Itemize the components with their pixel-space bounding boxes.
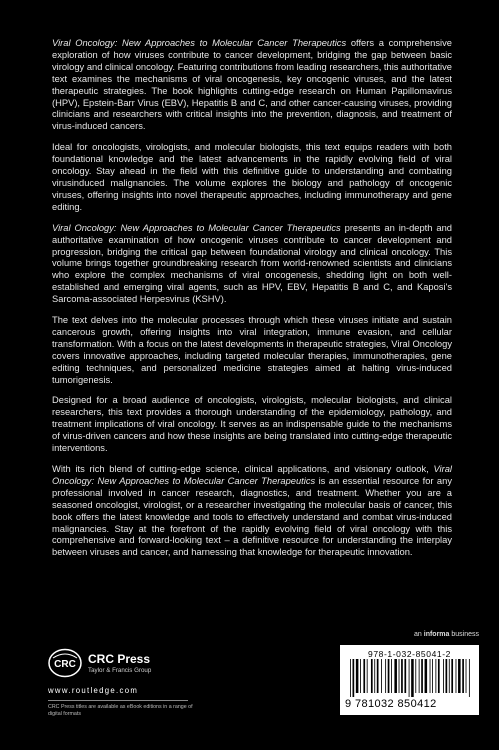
barcode-bar [415,659,416,693]
paragraph-4: The text delves into the molecular processes through which these viruses initiate and sustain cancerous growth, offering insights into viral integration, immune evasion, and cellular transformation. With a focus on the latest developments in therapeutic strategies, Viral Oncology covers innovative approaches, including targeted molecular therapies, immunotherapies, gene editing techniques, and personalized medicine strategies aimed at halting virus-induced tumorigenesis. [52,315,452,385]
barcode-bar [425,659,428,693]
barcode-bar [350,659,351,697]
barcode-bar [399,659,400,693]
barcode-bar [356,659,359,693]
barcode-bar [449,659,450,693]
barcode-bar [432,659,433,693]
barcode-bar [353,659,355,697]
barcode-bar [438,659,440,693]
barcode-bar [466,659,467,693]
publisher-group: Taylor & Francis Group [88,667,152,674]
barcode-bar [419,659,420,693]
barcode-bar [435,659,436,693]
isbn-number: 978-1-032-85041-2 [368,649,451,659]
book-title-italic: Viral Oncology: New Approaches to Molecular Cancer Therapeutics [52,222,341,233]
barcode-bar [381,659,382,693]
informa-brand: informa [423,631,450,638]
barcode-bar [458,659,461,693]
book-title-italic: Viral Oncology: New Approaches to Molecular Cancer Therapeutics [52,38,347,48]
publisher-name: CRC Press [88,652,151,666]
barcode-bar [446,659,448,693]
paragraph-5: Designed for a broad audience of oncologists, virologists, molecular biologists, and clinical researchers, this text provides a thorough understanding of the epidemiology, pathology, and treatment implications of viral oncology. It serves as an indispensable guide to the mechanisms of virus-driven cancers and how these insights are being translated into cutting-edge therapeutic interventions. [52,395,452,454]
barcode-bar [394,659,397,693]
barcode-bars [346,659,473,697]
back-cover-description [52,38,452,568]
barcode-bar [411,659,414,697]
paragraph-2: Ideal for oncologists, virologists, and molecular biologists, this text equips readers with both foundational knowledge and the latest advancements in the rapidly evolving field of viral oncology. Stay ahead in the field with this definitive guide to understanding and combating virusinduced malignancies. The volume explores the biology and pathology of oncogenic viruses, offering insights into novel therapeutic approaches, including immunotherapy and gene editing. [52,142,452,212]
barcode-bar [377,659,379,693]
crc-press-logo-icon [48,648,82,678]
informa-business-tag: an informa business [414,631,479,638]
barcode-bar [443,659,444,693]
divider [48,700,188,701]
paragraph-3: Viral Oncology: New Approaches to Molecular Cancer Therapeutics presents an in-depth and authoritative examination of how oncogenic viruses contribute to cancer development and progression, bridging the critical gap between foundational virology and clinical oncology. This volume brings together groundbreaking research from world-renowned scientists and clinicians who explore the complex mechanisms of viral oncogenesis, shedding light on both well-established and emerging viral agents, such as HPV, EBV, Hepatitis B and C, and Kaposi's Sarcoma-associated Herpesvirus (KSHV). [52,222,452,305]
barcode-bar [456,659,457,693]
isbn-barcode [340,645,479,715]
book-title-italic: Viral Oncology: New Approaches to Molecular Cancer Therapeutics [52,464,452,486]
barcode-bar [363,659,365,693]
barcode-bar [374,659,375,693]
publisher-website-link[interactable]: www.routledge.com [48,686,139,695]
barcode-bar [451,659,453,693]
barcode-bar [371,659,373,693]
barcode-bar [409,659,410,697]
barcode-bar [367,659,368,693]
ean-number: 9 781032 850412 [345,698,437,710]
barcode-bar [404,659,406,693]
barcode-bar [388,659,390,693]
barcode-bar [462,659,464,693]
paragraph-1: Viral Oncology: New Approaches to Molecular Cancer Therapeutics offers a comprehensive exploration of how viruses contribute to cancer development, bridging the gap between basic virology and clinical oncology. Featuring contributions from leading researchers, this authoritative text examines the mechanisms of viral oncogenesis, key oncogenic viruses, and the latest therapeutic strategies. The book highlights cutting-edge research on Human Papillomavirus (HPV), Epstein-Barr Virus (EBV), Hepatitis B and C, and other cancer-causing viruses, providing clinicians and researchers with critical insights into the prevention, diagnosis, and treatment of virus-induced cancers. [52,38,452,132]
barcode-bar [385,659,386,693]
barcode-bar [360,659,361,693]
barcode-bar [430,659,431,693]
barcode-bar [469,659,470,697]
svg-text:CRC: CRC [54,659,76,670]
barcode-bar [391,659,392,693]
barcode-bar [421,659,423,693]
barcode-bar [401,659,403,693]
paragraph-6: With its rich blend of cutting-edge science, clinical applications, and visionary outlook, Viral Oncology: New Approaches to Molecular Cancer Therapeutics is an essential resource for any professional involved in cancer research, diagnostics, and treatment. Whether you are a seasoned oncologist, virologist, or a researcher investigating the molecular basis of cancer, this book offers the latest knowledge and tools to effectively understand and combat virus-induced malignancies. Stay at the forefront of the rapidly evolving field of viral oncology with this comprehensive and forward-looking text – a definitive resource for understanding the interplay between viruses and cancer, and harnessing that knowledge for therapeutic innovation. [52,464,452,558]
ebook-note: CRC Press titles are available as eBook editions in a range of digital formats [48,704,193,717]
